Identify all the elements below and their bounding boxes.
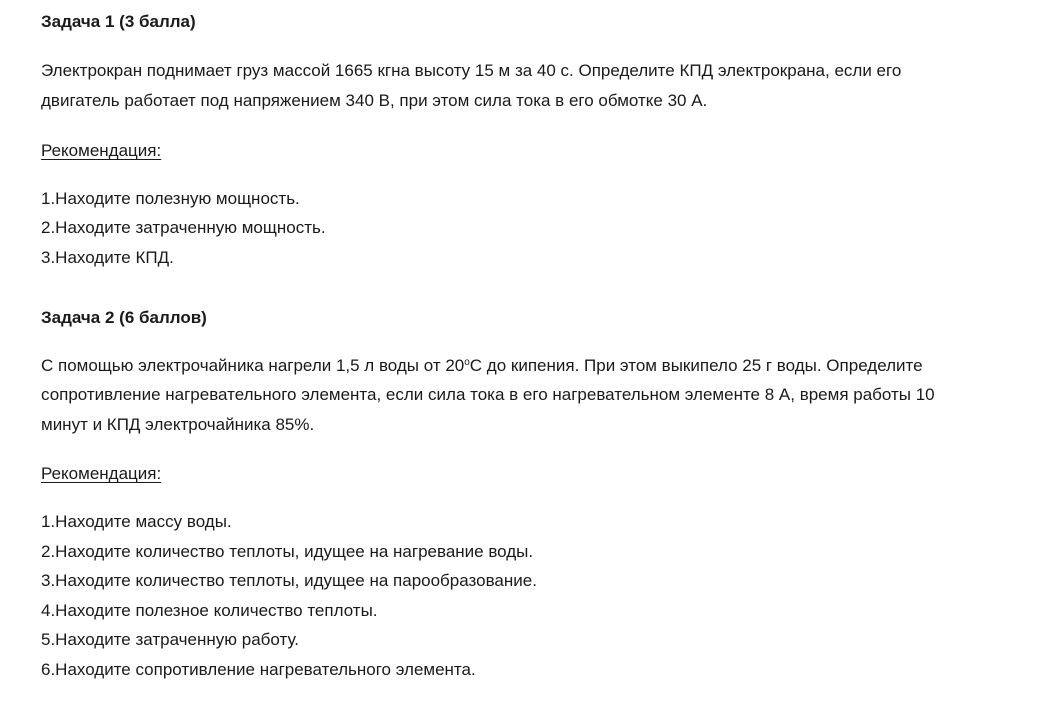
task1-step-3: 3.Находите КПД. [41, 248, 174, 267]
task2-text-line-2: сопротивление нагревательного элемента, если сила тока в его нагревательном элементе 8 А, время работы 10 [41, 385, 935, 404]
task2-step-4: 4.Находите полезное количество теплоты. [41, 601, 378, 620]
degree-symbol: o [464, 357, 470, 368]
task2-step-2: 2.Находите количество теплоты, идущее на нагревание воды. [41, 542, 534, 561]
task1-text-line-2: двигатель работает под напряжением 340 В, при этом сила тока в его обмотке 30 А. [41, 91, 708, 110]
task1-text-line-1: Электрокран поднимает груз массой 1665 кгна высоту 15 м за 40 с. Определите КПД электрокрана, если его [41, 61, 902, 80]
task2-title: Задача 2 (6 баллов) [41, 308, 207, 327]
task2-text-line-1-end: С до кипения. При этом выкипело 25 г воды. Определите [469, 356, 923, 375]
task2-step-5: 5.Находите затраченную работу. [41, 630, 299, 649]
task2-text-line-3: минут и КПД электрочайника 85%. [41, 415, 315, 434]
task2-text-line-1 [41, 355, 923, 377]
task1-step-1: 1.Находите полезную мощность. [41, 189, 300, 208]
task2-step-1: 1.Находите массу воды. [41, 512, 232, 531]
task2-step-3: 3.Находите количество теплоты, идущее на парообразование. [41, 571, 537, 590]
task2-recommendation-label: Рекомендация: [41, 464, 162, 483]
task1-title: Задача 1 (3 балла) [41, 12, 196, 31]
task1-step-2: 2.Находите затраченную мощность. [41, 218, 326, 237]
task1-recommendation-label: Рекомендация: [41, 141, 162, 160]
task2-text-line-1-start: С помощью электрочайника нагрели 1,5 л воды от 20 [41, 356, 465, 375]
task2-step-6: 6.Находите сопротивление нагревательного элемента. [41, 660, 476, 679]
